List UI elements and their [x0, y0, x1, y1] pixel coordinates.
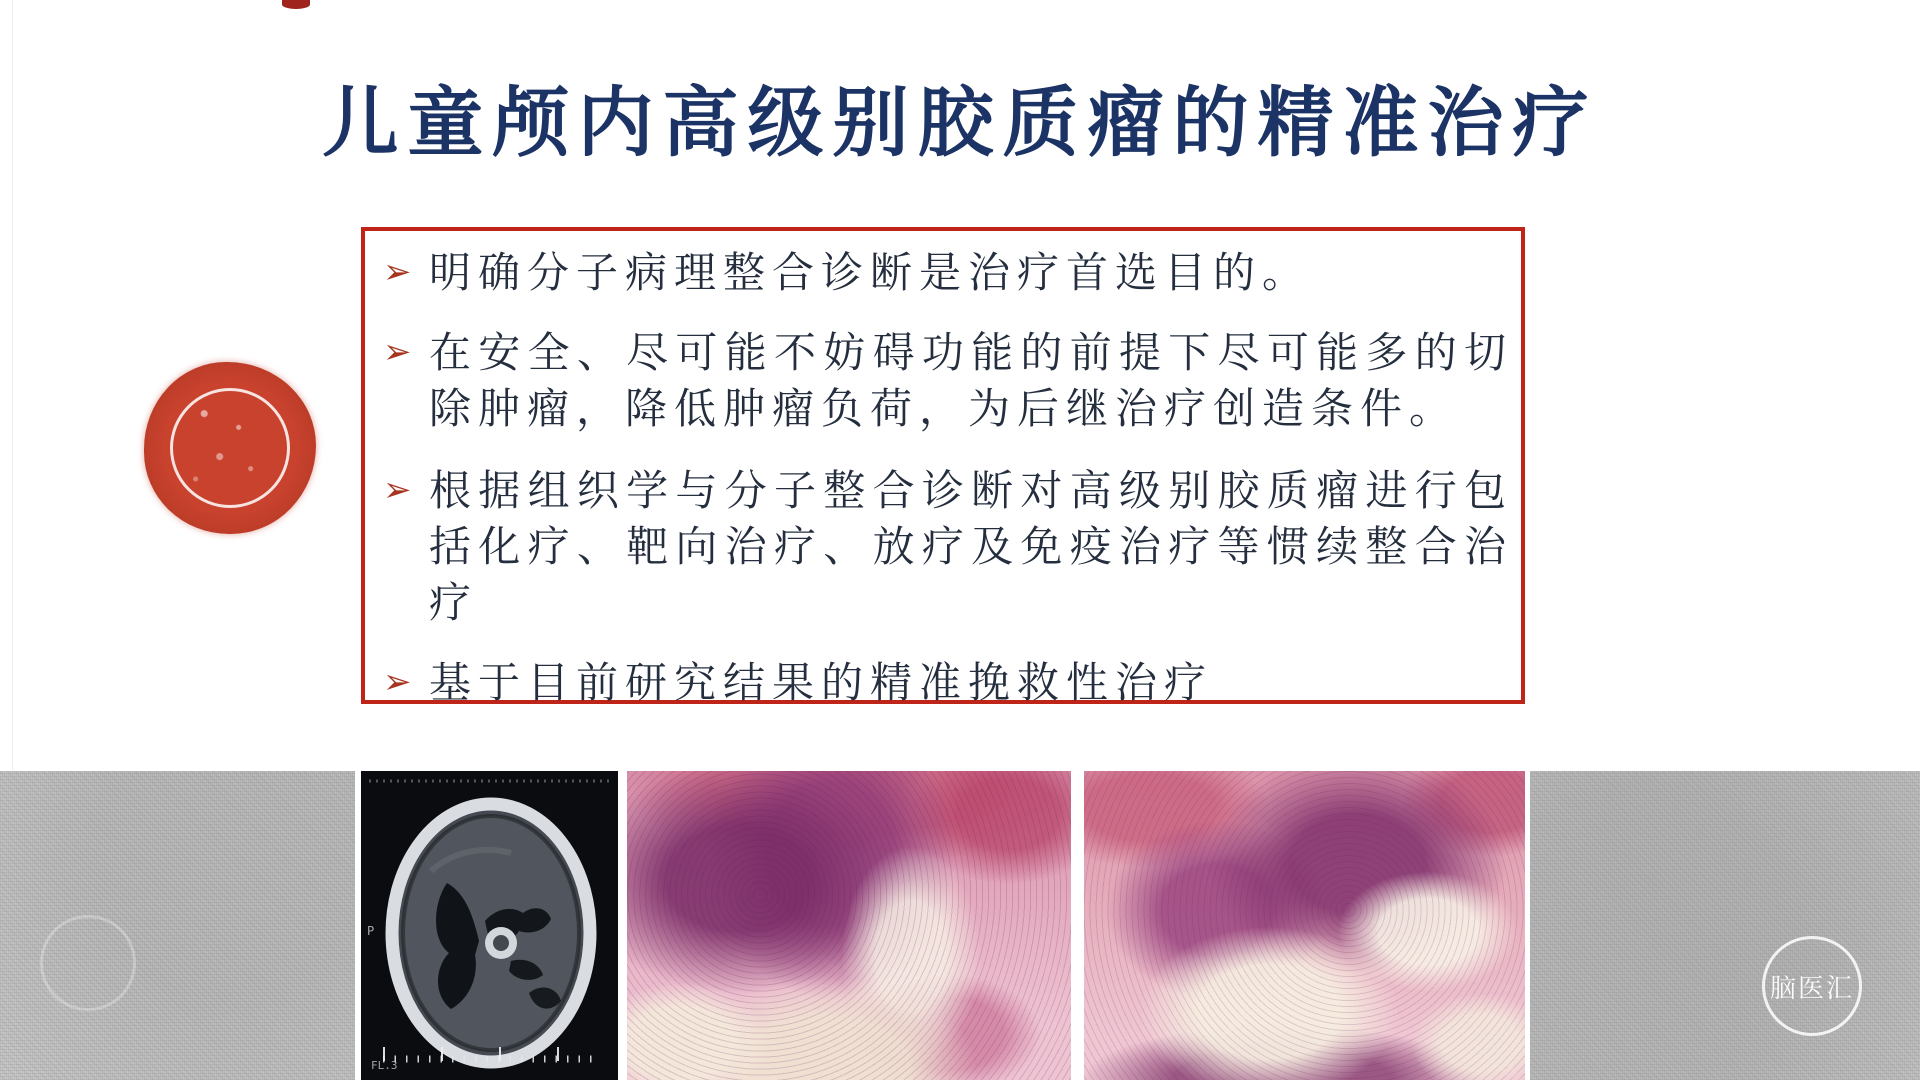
- central-mass-core: [493, 935, 509, 951]
- faint-watermark-ring: [40, 915, 136, 1011]
- bullet-item: [383, 325, 1513, 437]
- video-noise-band: [0, 771, 1920, 1080]
- mri-sequence-label: FL.3: [371, 1059, 398, 1072]
- mri-orientation-label: P: [367, 924, 375, 938]
- arrow-bullet-icon: ➢: [383, 252, 412, 292]
- histology-image-2: [1084, 771, 1525, 1080]
- bullet-text: 明确分子病理整合诊断是治疗首选目的。: [429, 248, 1312, 297]
- he-stain-tissue-2: [1084, 771, 1525, 1080]
- brand-watermark-label: 脑医汇: [1769, 973, 1854, 1004]
- bullet-text: 根据组织学与分子整合诊断对高级别胶质瘤进行包括化疗、靶向治疗、放疗及免疫治疗等惯续整合治疗: [429, 466, 1513, 627]
- top-red-mark: [282, 0, 310, 9]
- bullet-box: [361, 227, 1525, 707]
- slide-title: 儿童颅内高级别胶质瘤的精准治疗: [322, 78, 1598, 167]
- histology-image-1: [627, 771, 1071, 1080]
- figure-strip: [355, 771, 1530, 1080]
- bullet-text: 在安全、尽可能不妨碍功能的前提下尽可能多的切除肿瘤，降低肿瘤负荷，为后继治疗创造条件。: [429, 328, 1513, 433]
- mri-brain-scan: [361, 771, 618, 1080]
- he-stain-tissue-1: [627, 771, 1071, 1080]
- arrow-bullet-icon: ➢: [383, 470, 412, 510]
- bullet-item: [383, 463, 1513, 631]
- brand-watermark-badge: [1762, 936, 1862, 1036]
- arrow-bullet-icon: ➢: [383, 332, 412, 372]
- bullet-text: 基于目前研究结果的精准挽救性治疗: [429, 658, 1214, 707]
- arrow-bullet-icon: ➢: [383, 662, 412, 702]
- red-seal-stamp: [144, 362, 316, 534]
- bullet-item: [383, 655, 1513, 711]
- bullet-item: [383, 245, 1513, 301]
